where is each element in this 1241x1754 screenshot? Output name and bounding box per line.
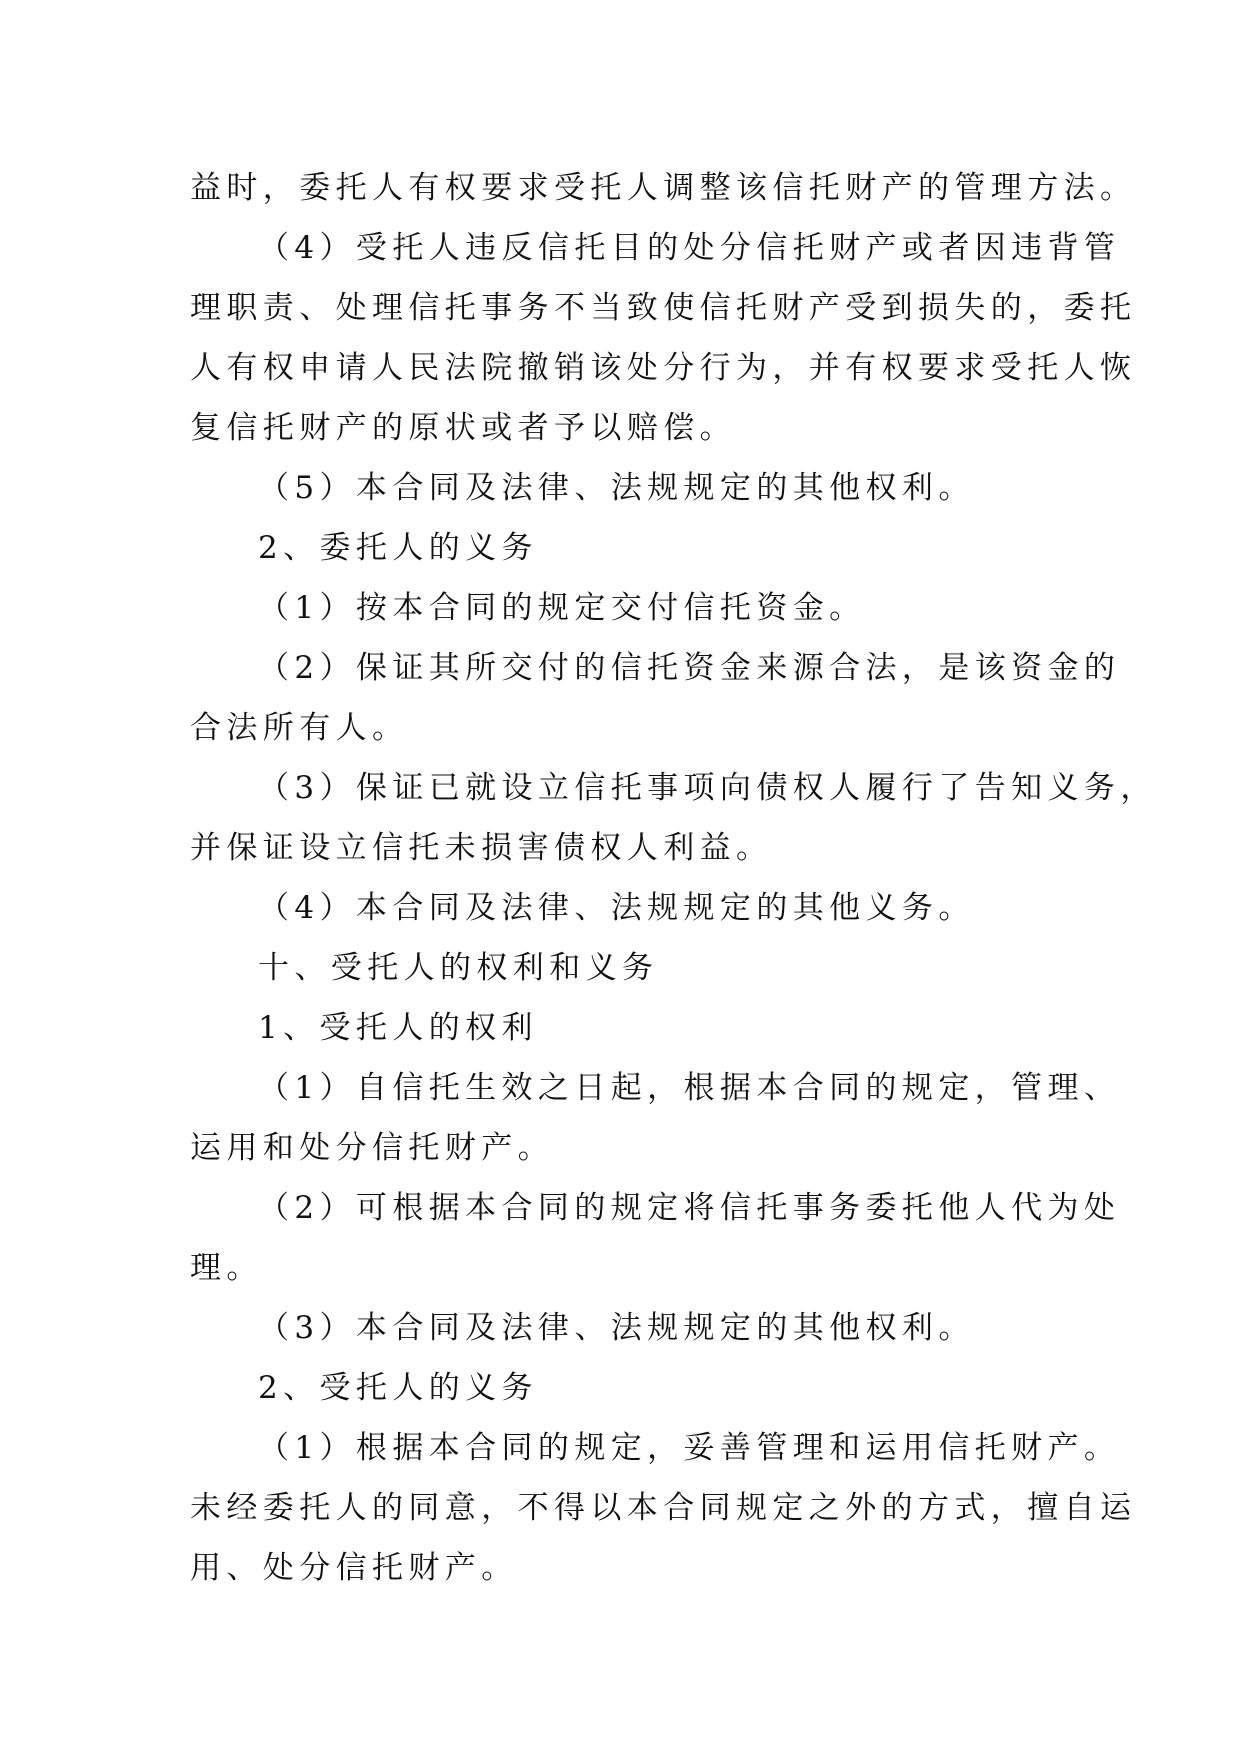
- text-line: （3）本合同及法律、法规规定的其他权利。: [258, 1310, 975, 1346]
- section-heading: 2、受托人的义务: [258, 1370, 538, 1406]
- document-body: [190, 158, 1157, 1598]
- text-line: （3）保证已就设立信托事项向债权人履行了告知义务，: [258, 770, 1157, 806]
- text-line: （4）本合同及法律、法规规定的其他义务。: [258, 890, 975, 926]
- section-heading: 2、委托人的义务: [258, 530, 538, 566]
- text-line: 合法所有人。: [190, 710, 409, 746]
- text-line: （5）本合同及法律、法规规定的其他权利。: [258, 470, 975, 506]
- section-heading: 1、受托人的权利: [258, 1010, 538, 1046]
- text-line: （1）根据本合同的规定，妥善管理和运用信托财产。: [258, 1430, 1121, 1466]
- text-line: （2）可根据本合同的规定将信托事务委托他人代为处: [258, 1190, 1121, 1226]
- section-heading: 十、受托人的权利和义务: [258, 950, 659, 986]
- text-line: （1）自信托生效之日起，根据本合同的规定，管理、: [258, 1070, 1121, 1106]
- text-line: 并保证设立信托未损害债权人利益。: [190, 830, 773, 866]
- text-line: （2）保证其所交付的信托资金来源合法，是该资金的: [258, 650, 1121, 686]
- text-line: 未经委托人的同意，不得以本合同规定之外的方式，擅自运: [190, 1490, 1137, 1526]
- text-line: 运用和处分信托财产。: [190, 1130, 554, 1166]
- text-line: 理。: [190, 1250, 263, 1286]
- text-line: 理职责、处理信托事务不当致使信托财产受到损失的，委托: [190, 290, 1137, 326]
- text-line: （4）受托人违反信托目的处分信托财产或者因违背管: [258, 230, 1121, 266]
- text-line: 复信托财产的原状或者予以赔偿。: [190, 410, 736, 446]
- text-line: 人有权申请人民法院撤销该处分行为，并有权要求受托人恢: [190, 350, 1137, 386]
- text-line: 益时，委托人有权要求受托人调整该信托财产的管理方法。: [190, 170, 1137, 206]
- text-line: 用、处分信托财产。: [190, 1550, 518, 1586]
- text-line: （1）按本合同的规定交付信托资金。: [258, 590, 866, 626]
